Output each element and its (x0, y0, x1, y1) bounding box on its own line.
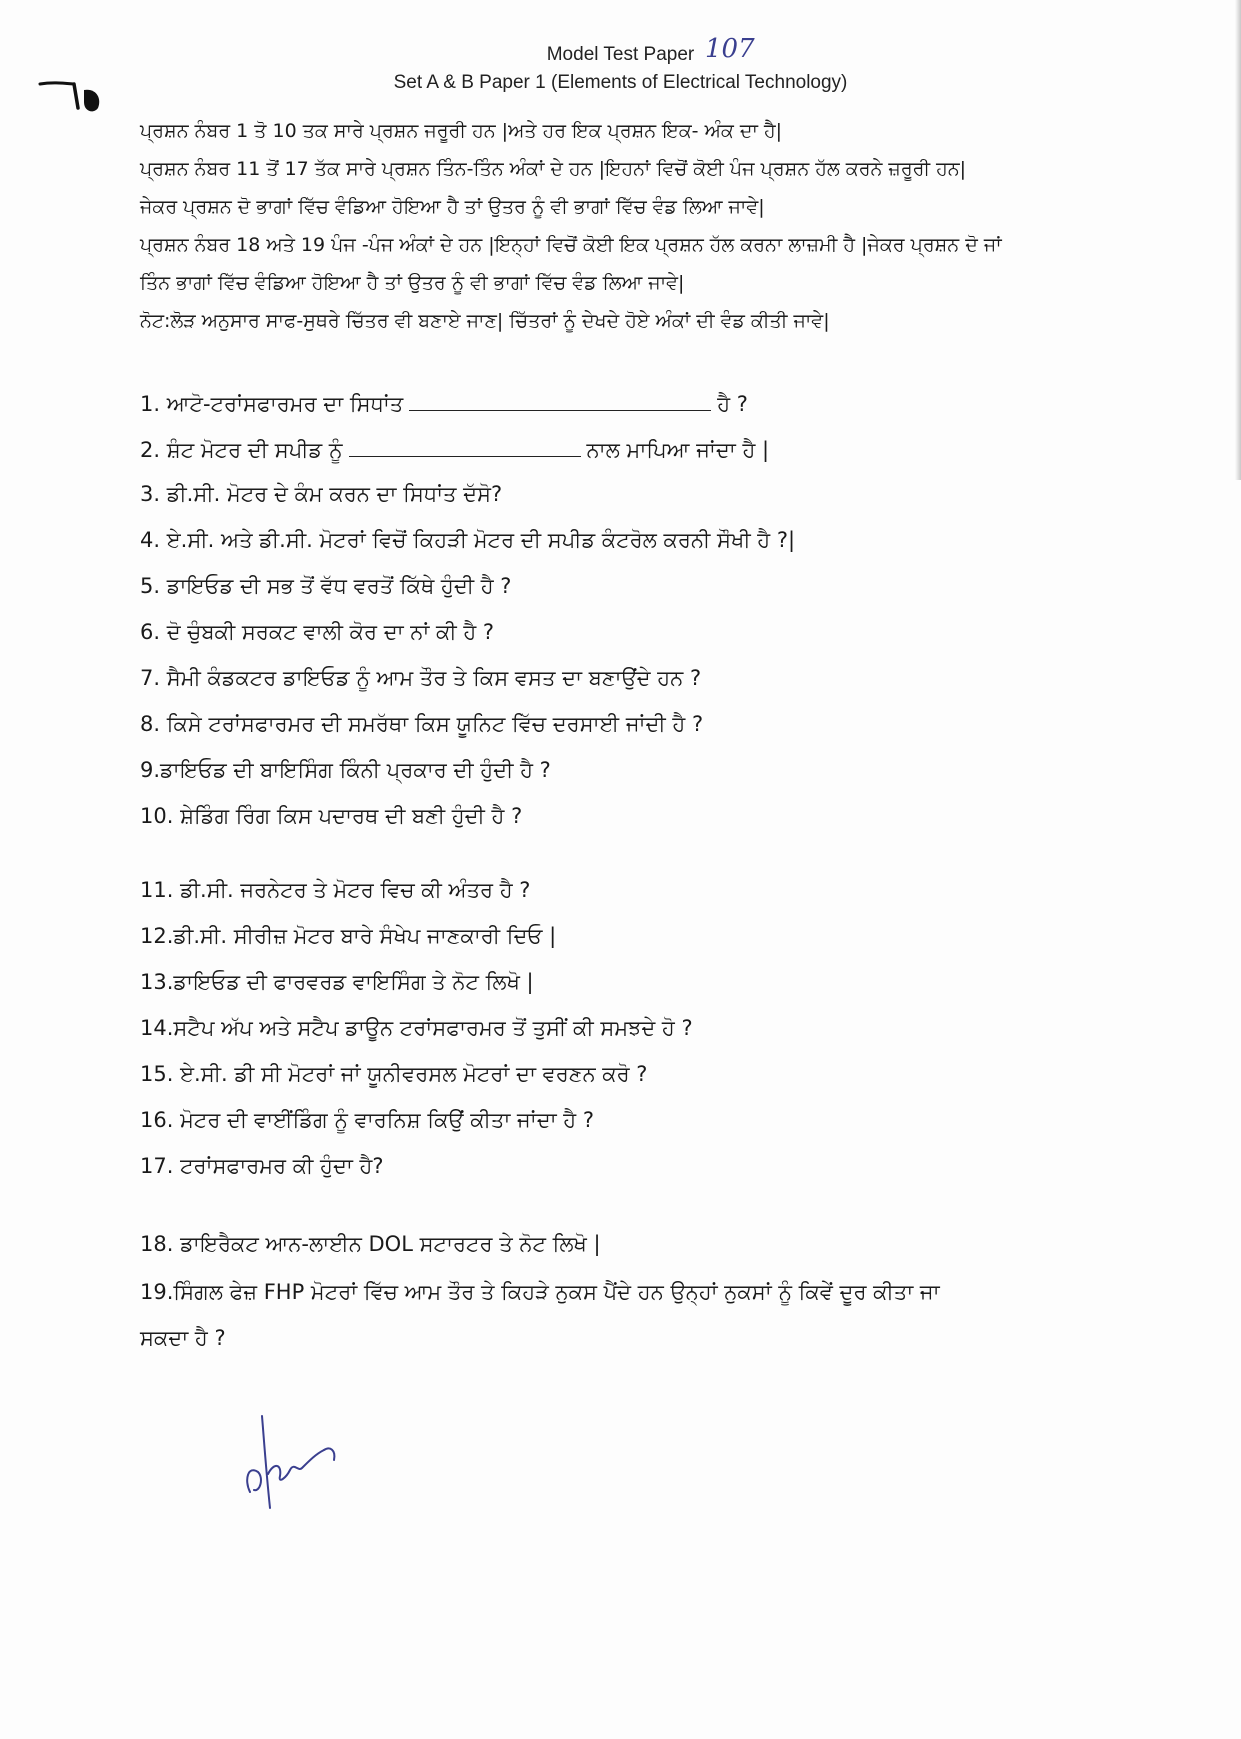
answer-blank[interactable] (349, 436, 581, 457)
paper-title: Model Test Paper (546, 44, 695, 65)
question-14: 14.ਸਟੈਪ ਅੱਪ ਅਤੇ ਸਟੈਪ ਡਾਊਨ ਟਰਾਂਸਫਾਰਮਰ ਤੋਂ ਤੁਸੀਂ ਕੀ ਸਮਝਦੇ ਹੋ ? (140, 1016, 693, 1040)
question-19: 19.ਸਿੰਗਲ ਫੇਜ਼ FHP ਮੋਟਰਾਂ ਵਿੱਚ ਆਮ ਤੌਰ ਤੇ ਕਿਹੜੇ ਨੁਕਸ ਪੈਂਦੇ ਹਨ ਉਨ੍ਹਾਂ ਨੁਕਸਾਂ ਨੂੰ ਕਿਵੇਂ ਦੂਰ ਕੀਤਾ ਜਾ (140, 1280, 940, 1304)
instructions-block (140, 112, 1100, 340)
question-7: 7. ਸੈਮੀ ਕੰਡਕਟਰ ਡਾਇਓਡ ਨੂੰ ਆਮ ਤੌਰ ਤੇ ਕਿਸ ਵਸਤ ਦਾ ਬਣਾਉਂਦੇ ਹਨ ? (140, 666, 702, 690)
instruction-line: ਨੋਟ:ਲੋੜ ਅਨੁਸਾਰ ਸਾਫ-ਸੁਥਰੇ ਚਿੱਤਰ ਵੀ ਬਣਾਏ ਜਾਣ| ਚਿੱਤਰਾਂ ਨੂੰ ਦੇਖਦੇ ਹੋਏ ਅੰਕਾਂ ਦੀ ਵੰਡ ਕੀਤੀ ਜਾਵੇ| (140, 310, 830, 332)
question-15: 15. ਏ.ਸੀ. ਡੀ ਸੀ ਮੋਟਰਾਂ ਜਾਂ ਯੂਨੀਵਰਸਲ ਮੋਟਰਾਂ ਦਾ ਵਰਣਨ ਕਰੋ ? (140, 1062, 648, 1086)
answer-blank[interactable] (409, 390, 711, 411)
question-16: 16. ਮੋਟਰ ਦੀ ਵਾਈਂਡਿੰਗ ਨੂੰ ਵਾਰਨਿਸ਼ ਕਿਉਂ ਕੀਤਾ ਜਾਂਦਾ ਹੈ ? (140, 1108, 594, 1132)
question-12: 12.ਡੀ.ਸੀ. ਸੀਰੀਜ਼ ਮੋਟਰ ਬਾਰੇ ਸੰਖੇਪ ਜਾਣਕਾਰੀ ਦਿਓ | (140, 924, 557, 948)
signature-icon (240, 1410, 360, 1520)
instruction-line: ਪ੍ਰਸ਼ਨ ਨੰਬਰ 1 ਤੋ 10 ਤਕ ਸਾਰੇ ਪ੍ਰਸ਼ਨ ਜਰੂਰੀ ਹਨ |ਅਤੇ ਹਰ ਇਕ ਪ੍ਰਸ਼ਨ ਇਕ- ਅੰਕ ਦਾ ਹੈ| (140, 120, 783, 142)
question-8: 8. ਕਿਸੇ ਟਰਾਂਸਫਾਰਮਰ ਦੀ ਸਮਰੱਥਾ ਕਿਸ ਯੂਨਿਟ ਵਿੱਚ ਦਰਸਾਈ ਜਾਂਦੀ ਹੈ ? (140, 712, 704, 736)
instruction-line: ਜੇਕਰ ਪ੍ਰਸ਼ਨ ਦੋ ਭਾਗਾਂ ਵਿੱਚ ਵੰਡਿਆ ਹੋਇਆ ਹੈ ਤਾਂ ਉਤਰ ਨੂੰ ਵੀ ਭਾਗਾਂ ਵਿੱਚ ਵੰਡ ਲਿਆ ਜਾਵੇ| (140, 196, 765, 218)
question-10: 10. ਸ਼ੇਡਿੰਗ ਰਿੰਗ ਕਿਸ ਪਦਾਰਥ ਦੀ ਬਣੀ ਹੁੰਦੀ ਹੈ ? (140, 804, 523, 828)
question-1: 1. ਆਟੋ-ਟਰਾਂਸਫਾਰਮਰ ਦਾ ਸਿਧਾਂਤ ਹੈ ? (140, 392, 748, 416)
instruction-line: ਪ੍ਰਸ਼ਨ ਨੰਬਰ 18 ਅਤੇ 19 ਪੰਜ -ਪੰਜ ਅੰਕਾਂ ਦੇ ਹਨ |ਇਨ੍ਹਾਂ ਵਿਚੋਂ ਕੋਈ ਇਕ ਪ੍ਰਸ਼ਨ ਹੱਲ ਕਰਨਾ ਲਾਜ਼ਮੀ ਹੈ |ਜੇਕਰ ਪ੍ਰਸ਼ਨ ਦੋ ਜਾਂ (140, 234, 1002, 256)
question-2: 2. ਸ਼ੰਟ ਮੋਟਰ ਦੀ ਸਪੀਡ ਨੂੰ ਨਾਲ ਮਾਪਿਆ ਜਾਂਦਾ ਹੈ | (140, 438, 770, 462)
question-19-continued: ਸਕਦਾ ਹੈ ? (140, 1326, 226, 1350)
question-17: 17. ਟਰਾਂਸਫਾਰਮਰ ਕੀ ਹੁੰਦਾ ਹੈ? (140, 1154, 384, 1178)
question-4: 4. ਏ.ਸੀ. ਅਤੇ ਡੀ.ਸੀ. ਮੋਟਰਾਂ ਵਿਚੋਂ ਕਿਹੜੀ ਮੋਟਰ ਦੀ ਸਪੀਡ ਕੰਟਰੋਲ ਕਰਨੀ ਸੌਖੀ ਹੈ ?| (140, 528, 796, 552)
question-18: 18. ਡਾਇਰੈਕਟ ਆਨ-ਲਾਈਨ DOL ਸਟਾਰਟਰ ਤੇ ਨੋਟ ਲਿਖੋ | (140, 1232, 601, 1256)
question-3: 3. ਡੀ.ਸੀ. ਮੋਟਰ ਦੇ ਕੰਮ ਕਰਨ ਦਾ ਸਿਧਾਂਤ ਦੱਸੋ? (140, 482, 503, 506)
handwritten-number: 107 (705, 34, 755, 64)
question-11: 11. ਡੀ.ਸੀ. ਜਰਨੇਟਰ ਤੇ ਮੋਟਰ ਵਿਚ ਕੀ ਅੰਤਰ ਹੈ ? (140, 878, 531, 902)
question-5: 5. ਡਾਇਓਡ ਦੀ ਸਭ ਤੋਂ ਵੱਧ ਵਰਤੋਂ ਕਿੱਥੇ ਹੁੰਦੀ ਹੈ ? (140, 574, 512, 598)
question-13: 13.ਡਾਇਓਡ ਦੀ ਫਾਰਵਰਡ ਵਾਇਸਿੰਗ ਤੇ ਨੋਟ ਲਿਖੋ | (140, 970, 534, 994)
instruction-line: ਤਿੰਨ ਭਾਗਾਂ ਵਿੱਚ ਵੰਡਿਆ ਹੋਇਆ ਹੈ ਤਾਂ ਉਤਰ ਨੂੰ ਵੀ ਭਾਗਾਂ ਵਿੱਚ ਵੰਡ ਲਿਆ ਜਾਵੇ| (140, 272, 685, 294)
instruction-line: ਪ੍ਰਸ਼ਨ ਨੰਬਰ 11 ਤੋਂ 17 ਤੱਕ ਸਾਰੇ ਪ੍ਰਸ਼ਨ ਤਿੰਨ-ਤਿੰਨ ਅੰਕਾਂ ਦੇ ਹਨ |ਇਹਨਾਂ ਵਿਚੋਂ ਕੋਈ ਪੰਜ ਪ੍ਰਸ਼ਨ ਹੱਲ ਕਰਨੇ ਜ਼ਰੂਰੀ ਹਨ| (140, 158, 967, 180)
paper-subtitle: Set A & B Paper 1 (Elements of Electrical Technology) (393, 72, 848, 93)
question-6: 6. ਦੋ ਚੁੰਬਕੀ ਸਰਕਟ ਵਾਲੀ ਕੋਰ ਦਾ ਨਾਂ ਕੀ ਹੈ ? (140, 620, 495, 644)
question-9: 9.ਡਾਇਓਡ ਦੀ ਬਾਇਸਿੰਗ ਕਿੰਨੀ ਪ੍ਰਕਾਰ ਦੀ ਹੁੰਦੀ ਹੈ ? (140, 758, 551, 782)
